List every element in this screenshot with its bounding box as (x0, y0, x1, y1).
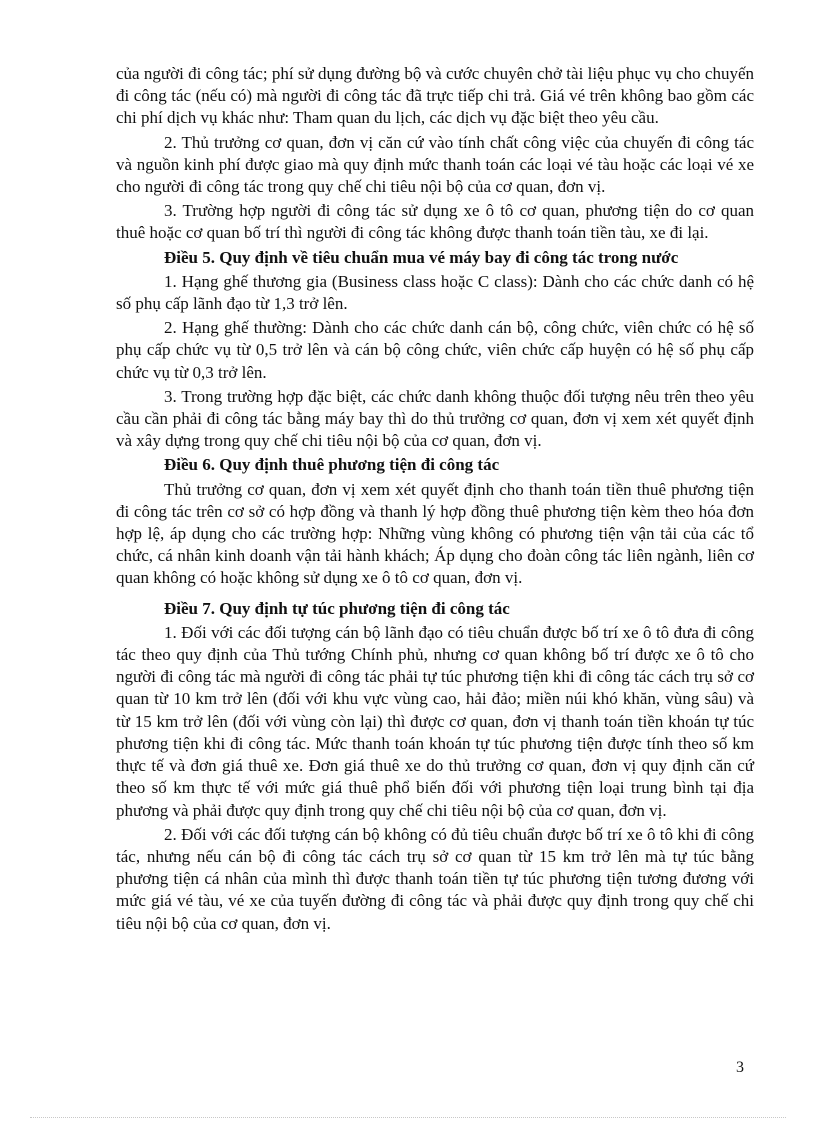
paragraph-continued: của người đi công tác; phí sử dụng đường bộ và cước chuyên chở tài liệu phục vụ cho chuyến đi công tác (nếu có) mà người đi công tác đã trực tiếp chi trả. Giá vé trên không bao gồm các chi phí dịch vụ khác như: Tham quan du lịch, các dịch vụ đặc biệt theo yêu cầu. (116, 64, 754, 128)
article-5-clause-1: 1. Hạng ghế thương gia (Business class hoặc C class): Dành cho các chức danh có hệ số phụ cấp lãnh đạo từ 1,3 trở lên. (116, 271, 754, 314)
article-5-clause-3: 3. Trong trường hợp đặc biệt, các chức danh không thuộc đối tượng nêu trên theo yêu cầu cần phải đi công tác bằng máy bay thì do thủ trưởng cơ quan, đơn vị xem xét quyết định và xây dựng trong quy chế chi tiêu nội bộ của cơ quan, đơn vị. (116, 386, 754, 451)
article-6-body: Thủ trưởng cơ quan, đơn vị xem xét quyết định cho thanh toán tiền thuê phương tiện đi công tác trên cơ sở có hợp đồng và thanh lý hợp đồng thuê phương tiện kèm theo hóa đơn hợp lệ, áp dụng cho các trường hợp: Những vùng không có phương tiện vận tải của các tổ chức, cá nhân kinh doanh vận tải hành khách; Áp dụng cho đoàn công tác liên ngành, liên cơ quan không có hoặc không sử dụng xe ô tô cơ quan, đơn vị. (116, 479, 754, 588)
article-5-heading: Điều 5. Quy định về tiêu chuẩn mua vé máy bay đi công tác trong nước (164, 247, 679, 267)
article-7-clause-2: 2. Đối với các đối tượng cán bộ không có đủ tiêu chuẩn được bố trí xe ô tô khi đi công tác, nhưng nếu cán bộ đi công tác cách trụ sở cơ quan từ 15 km trở lên mà tự túc bằng phương tiện cá nhân của mình thì được thanh toán tiền tự túc phương tiện tương đương với mức giá vé tàu, vé xe của tuyến đường đi công tác và phải được quy định trong quy chế chi tiêu nội bộ của cơ quan, đơn vị. (116, 824, 754, 933)
article-5-clause-2: 2. Hạng ghế thường: Dành cho các chức danh cán bộ, công chức, viên chức có hệ số phụ cấp chức vụ từ 0,5 trở lên và cán bộ công chức, viên chức cấp huyện có hệ số phụ cấp chức vụ từ 0,3 trở lên. (116, 318, 754, 382)
article-7-heading: Điều 7. Quy định tự túc phương tiện đi công tác (164, 598, 510, 618)
article-6-heading: Điều 6. Quy định thuê phương tiện đi công tác (164, 455, 500, 475)
page-number: 3 (736, 1059, 744, 1076)
footer-divider (30, 1117, 786, 1118)
paragraph-item-2: 2. Thủ trưởng cơ quan, đơn vị căn cứ vào tính chất công việc của chuyến đi công tác và nguồn kinh phí được giao mà quy định mức thanh toán các loại vé tàu hoặc các loại vé xe cho người đi công tác trong quy chế chi tiêu nội bộ của cơ quan, đơn vị. (116, 132, 754, 197)
document-body (116, 63, 754, 937)
article-7-clause-1: 1. Đối với các đối tượng cán bộ lãnh đạo có tiêu chuẩn được bố trí xe ô tô đưa đi công tác theo quy định của Thủ tướng Chính phủ, nhưng cơ quan không bố trí được xe ô tô cho người đi công tác mà người đi công tác phải tự túc phương tiện khi đi công tác cách trụ sở cơ quan từ 10 km trở lên (đối với khu vực vùng cao, hải đảo; miền núi khó khăn, vùng sâu) và từ 15 km trở lên (đối với vùng còn lại) thì được cơ quan, đơn vị thanh toán tiền khoán tự túc phương tiện khi đi công tác. Mức thanh toán khoán tự túc phương tiện được tính theo số km thực tế và đơn giá thuê xe. Đơn giá thuê xe do thủ trưởng cơ quan, đơn vị quy định căn cứ theo số km thực tế với mức giá thuê phổ biến đối với phương tiện loại trung bình tại địa phương và phải được quy định trong quy chế chi tiêu nội bộ của cơ quan, đơn vị. (116, 622, 754, 820)
paragraph-item-3: 3. Trường hợp người đi công tác sử dụng xe ô tô cơ quan, phương tiện do cơ quan thuê hoặc cơ quan bố trí thì người đi công tác không được thanh toán tiền tàu, xe đi lại. (116, 201, 754, 243)
